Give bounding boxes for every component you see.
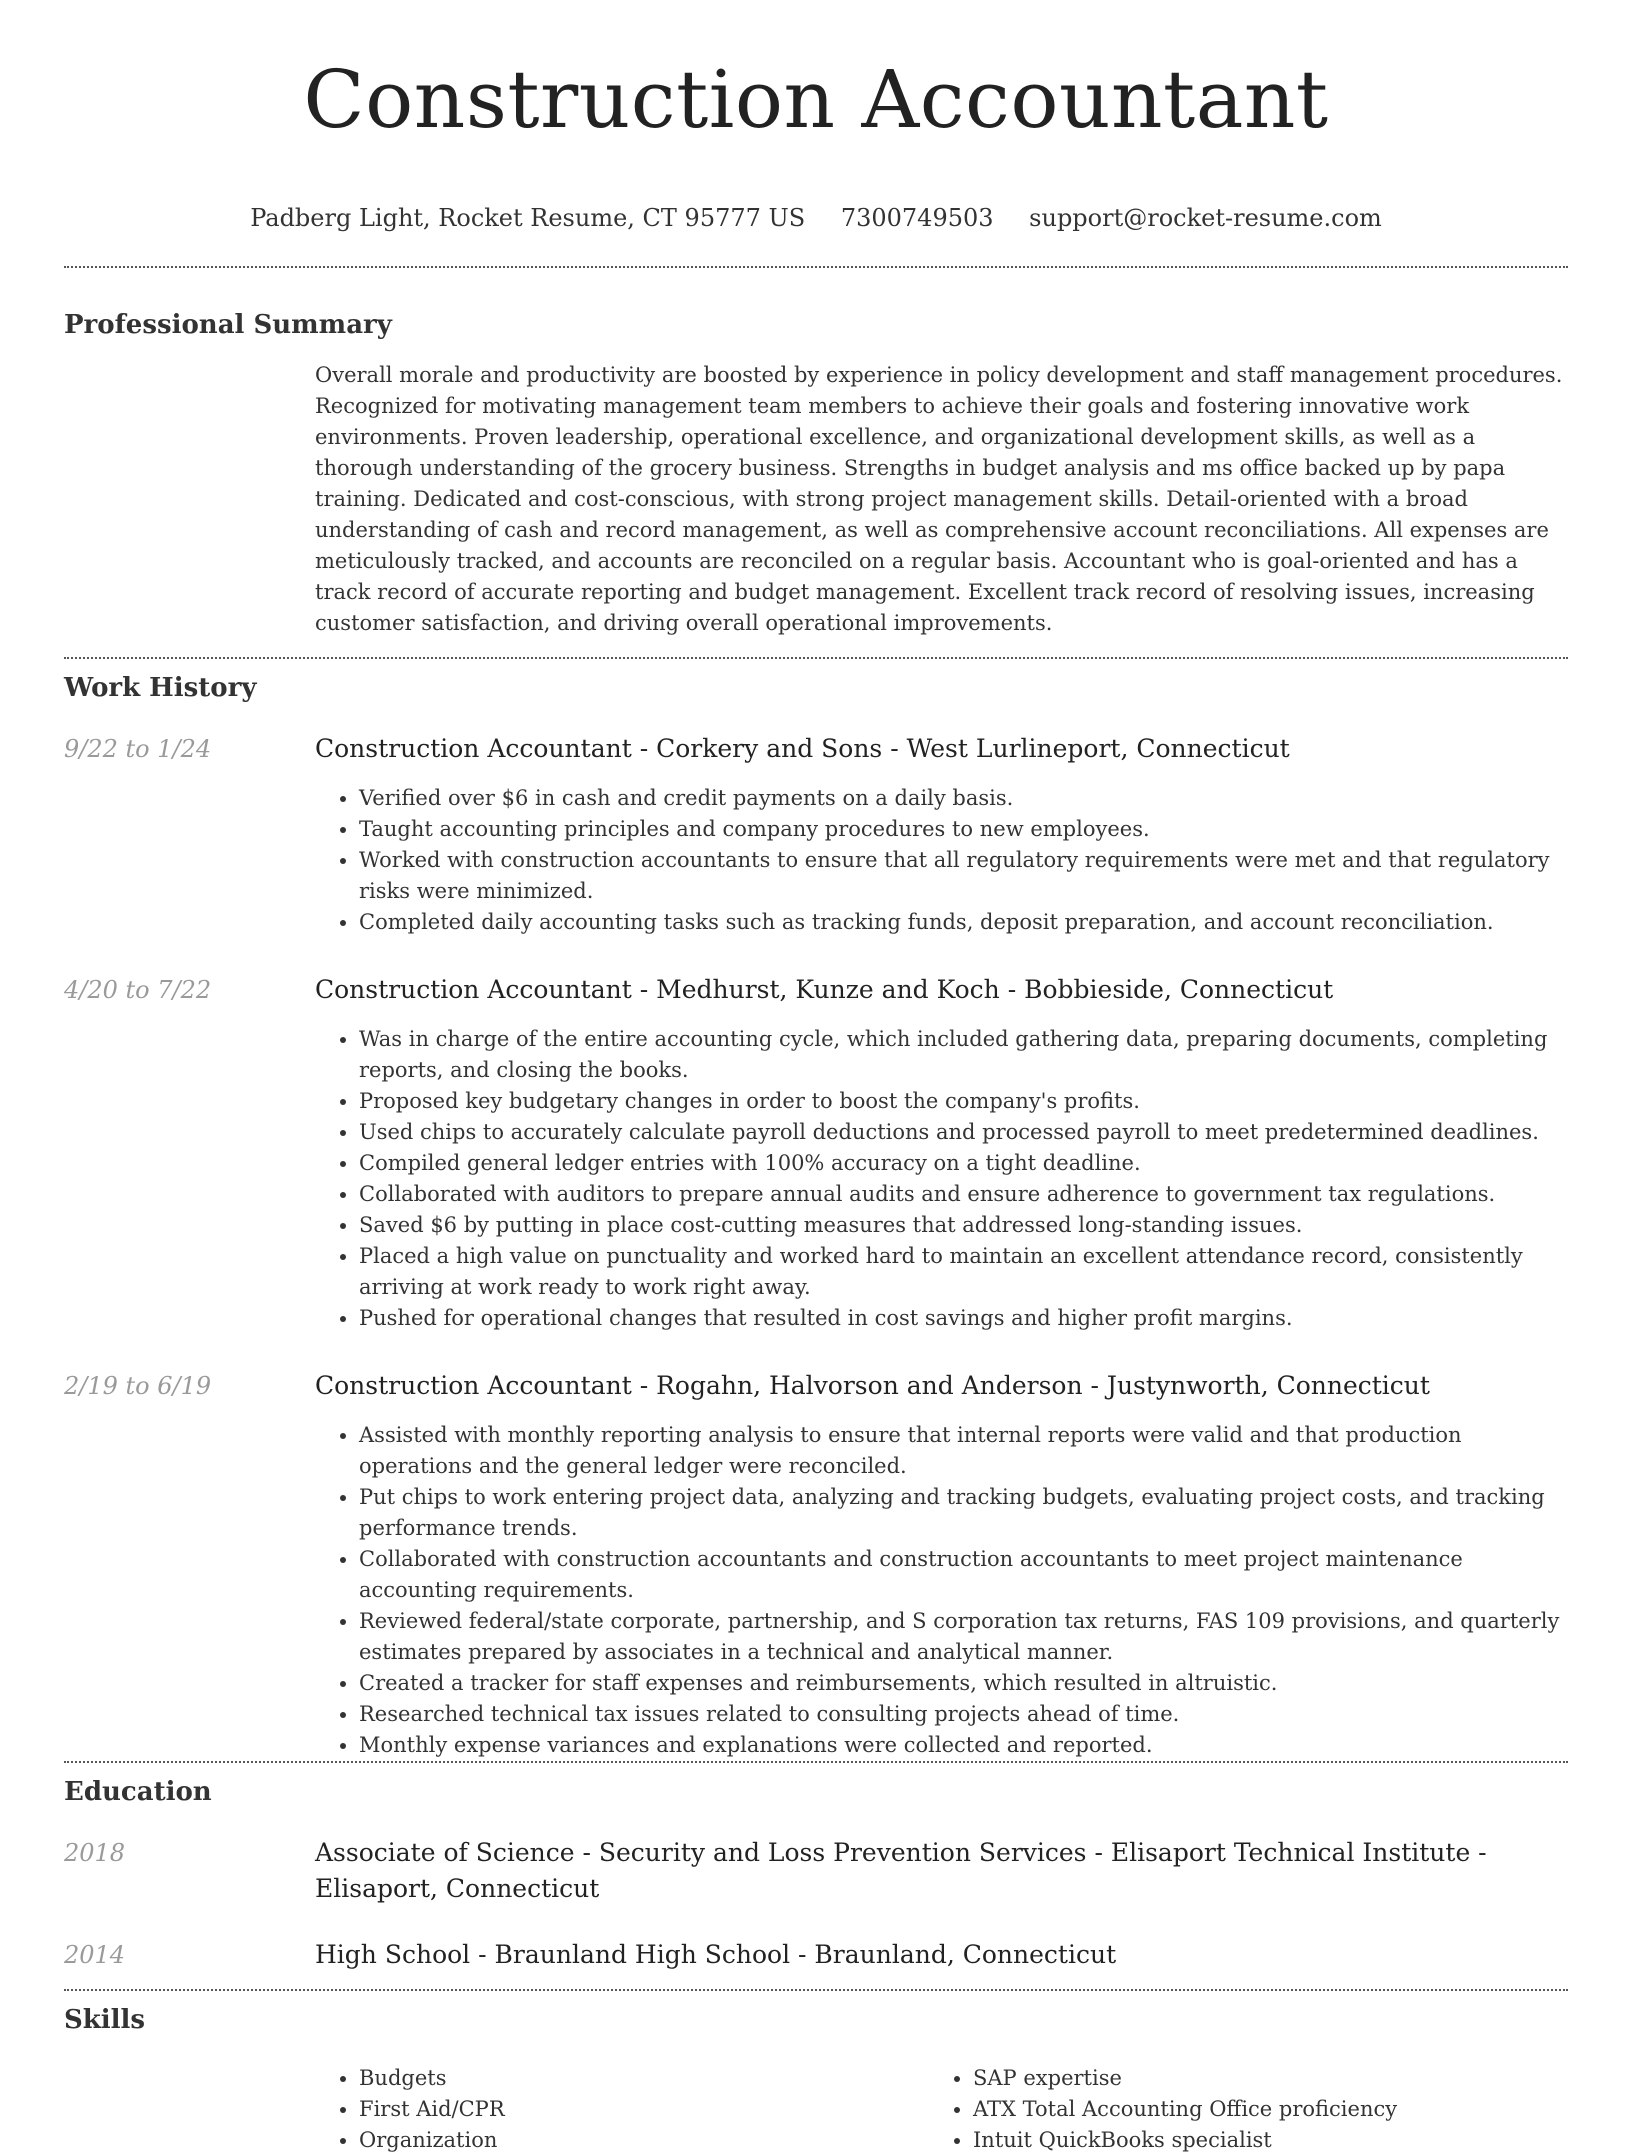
job-bullets	[315, 783, 1568, 938]
skills-heading: Skills	[64, 2004, 146, 2035]
job-bullets	[315, 1420, 1568, 1761]
education-entry	[64, 1937, 1568, 1973]
contact-email: support@rocket-resume.com	[1029, 203, 1382, 232]
section-divider	[64, 657, 1568, 659]
job-dates: 2/19 to 6/19	[64, 1371, 212, 1400]
job-bullet: • Assisted with monthly reporting analysis to ensure that internal reports were valid and that production operations and the general ledger were reconciled.	[359, 1420, 1568, 1482]
job-heading: Construction Accountant - Rogahn, Halvorson and Anderson - Justynworth, Connecticut	[315, 1370, 1430, 1400]
job-bullet: • Placed a high value on punctuality and worked hard to maintain an excellent attendance record, consistently arriving at work ready to work right away.	[359, 1241, 1568, 1303]
resume-page	[64, 0, 1568, 2156]
work-history-heading: Work History	[64, 672, 257, 703]
job-entry	[64, 972, 1568, 1334]
section-divider	[64, 266, 1568, 268]
job-entry	[64, 1368, 1568, 1761]
job-bullet: • Monthly expense variances and explanations were collected and reported.	[359, 1730, 1568, 1761]
education-heading-text: High School - Braunland High School - Braunland, Connecticut	[315, 1939, 1117, 1969]
job-bullet: • Used chips to accurately calculate payroll deductions and processed payroll to meet predetermined deadlines.	[359, 1117, 1568, 1148]
summary-heading: Professional Summary	[64, 309, 392, 340]
skill-item: • Budgets	[359, 2063, 929, 2094]
job-bullet: • Worked with construction accountants to ensure that all regulatory requirements were met and that regulatory risks were minimized.	[359, 845, 1568, 907]
job-heading: Construction Accountant - Corkery and Sons - West Lurlineport, Connecticut	[315, 733, 1290, 763]
job-dates: 9/22 to 1/24	[64, 734, 212, 763]
job-heading: Construction Accountant - Medhurst, Kunze and Koch - Bobbieside, Connecticut	[315, 974, 1334, 1004]
job-bullet: • Verified over $6 in cash and credit payments on a daily basis.	[359, 783, 1568, 814]
education-entry	[64, 1835, 1568, 1907]
skill-item: • ATX Total Accounting Office proficiency	[973, 2094, 1543, 2125]
education-heading: Education	[64, 1776, 212, 1807]
job-bullet: • Saved $6 by putting in place cost-cutting measures that addressed long-standing issues.	[359, 1210, 1568, 1241]
contact-address: Padberg Light, Rocket Resume, CT 95777 US	[250, 203, 806, 232]
skill-item: • First Aid/CPR	[359, 2094, 929, 2125]
job-bullet: • Taught accounting principles and company procedures to new employees.	[359, 814, 1568, 845]
contact-phone: 7300749503	[840, 203, 994, 232]
job-bullet: • Put chips to work entering project data, analyzing and tracking budgets, evaluating project costs, and tracking performance trends.	[359, 1482, 1568, 1544]
job-bullet: • Was in charge of the entire accounting cycle, which included gathering data, preparing documents, completing reports, and closing the books.	[359, 1024, 1568, 1086]
section-divider	[64, 1989, 1568, 1991]
skill-item: • Organization	[359, 2125, 929, 2156]
job-bullet: • Compiled general ledger entries with 100% accuracy on a tight deadline.	[359, 1148, 1568, 1179]
job-bullet: • Researched technical tax issues related to consulting projects ahead of time.	[359, 1699, 1568, 1730]
job-bullet: • Collaborated with auditors to prepare annual audits and ensure adherence to government tax regulations.	[359, 1179, 1568, 1210]
skills-list-left	[315, 2063, 929, 2156]
job-bullet: • Reviewed federal/state corporate, partnership, and S corporation tax returns, FAS 109 provisions, and quarterly estimates prepared by associates in a technical and analytical manner.	[359, 1606, 1568, 1668]
skill-item: • Intuit QuickBooks specialist	[973, 2125, 1543, 2156]
education-year: 2014	[64, 1940, 126, 1969]
skills-columns	[315, 2063, 1568, 2156]
job-entry	[64, 731, 1568, 938]
job-dates: 4/20 to 7/22	[64, 975, 212, 1004]
job-bullet: • Created a tracker for staff expenses and reimbursements, which resulted in altruistic.	[359, 1668, 1568, 1699]
section-divider	[64, 1761, 1568, 1763]
job-bullet: • Completed daily accounting tasks such as tracking funds, deposit preparation, and account reconciliation.	[359, 907, 1568, 938]
contact-line	[64, 202, 1568, 234]
job-bullet: • Pushed for operational changes that resulted in cost savings and higher profit margins.	[359, 1303, 1568, 1334]
education-year: 2018	[64, 1838, 126, 1867]
summary-text: Overall morale and productivity are boosted by experience in policy development and staff management procedures. Recognized for motivating management team members to achieve their goals and fostering innovative work environments. Proven leadership, operational excellence, and organizational development skills, as well as a thorough understanding of the grocery business. Strengths in budget analysis and ms office backed up by papa training. Dedicated and cost-conscious, with strong project management skills. Detail-oriented with a broad understanding of cash and record management, as well as comprehensive account reconciliations. All expenses are meticulously tracked, and accounts are reconciled on a regular basis. Accountant who is goal-oriented and has a track record of accurate reporting and budget management. Excellent track record of resolving issues, increasing customer satisfaction, and driving overall operational improvements.	[315, 362, 1563, 635]
skill-item: • SAP expertise	[973, 2063, 1543, 2094]
job-bullet: • Proposed key budgetary changes in order to boost the company's profits.	[359, 1086, 1568, 1117]
candidate-name: Construction Accountant	[303, 53, 1329, 146]
job-bullets	[315, 1024, 1568, 1334]
skills-list-right	[929, 2063, 1543, 2156]
education-heading-text: Associate of Science - Security and Loss Prevention Services - Elisaport Technical Institute - Elisaport, Connecticut	[315, 1837, 1487, 1903]
job-bullet: • Collaborated with construction accountants and construction accountants to meet project maintenance accounting requirements.	[359, 1544, 1568, 1606]
